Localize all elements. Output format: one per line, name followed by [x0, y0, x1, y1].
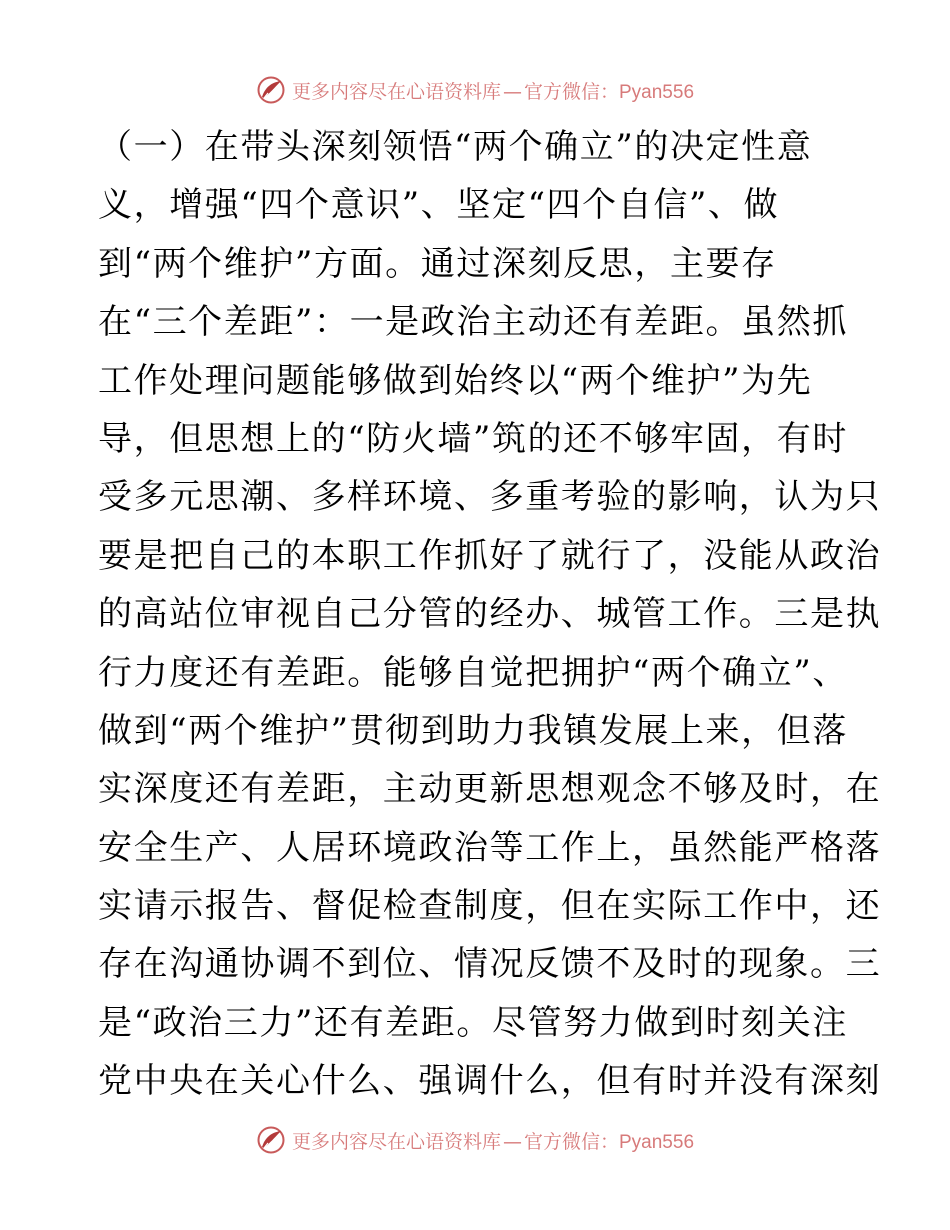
document-body [98, 118, 882, 1111]
body-line: 是“政治三力”还有差距。尽管努力做到时刻关注 [98, 1002, 848, 1043]
body-line: 导，但思想上的“防火墙”筑的还不够牢固，有时 [98, 418, 848, 459]
pen-logo-icon [256, 1125, 286, 1155]
body-line: 行力度还有差距。能够自觉把拥护“两个确立”、 [98, 652, 848, 693]
body-line: 实深度还有差距，主动更新思想观念不够及时，在 [98, 769, 882, 810]
watermark-wechat-id: Pyan556 [619, 81, 695, 103]
body-line: 实请示报告、督促检查制度，但在实际工作中，还 [98, 886, 882, 927]
watermark-dash: — [502, 1130, 522, 1153]
body-line: 受多元思潮、多样环境、多重考验的影响，认为只 [98, 477, 882, 518]
watermark-wechat-id: Pyan556 [619, 1131, 695, 1153]
body-line: 做到“两个维护”贯彻到助力我镇发展上来，但落 [98, 710, 848, 751]
body-line: 存在沟通协调不到位、情况反馈不及时的现象。三 [98, 944, 882, 985]
pen-logo-icon [256, 75, 286, 105]
watermark-wechat-label: 官方微信： [523, 80, 619, 103]
body-line: 义，增强“四个意识”、坚定“四个自信”、做 [98, 185, 780, 226]
body-line: 的高站位审视自己分管的经办、城管工作。三是执 [98, 594, 882, 635]
body-line: 工作处理问题能够做到始终以“两个维护”为先 [98, 360, 813, 401]
watermark-wechat-label: 官方微信： [523, 1130, 619, 1153]
watermark-site-text: 更多内容尽在心语资料库 [291, 1130, 501, 1153]
watermark-site-text: 更多内容尽在心语资料库 [291, 80, 501, 103]
body-line: 在“三个差距”：一是政治主动还有差距。虽然抓 [98, 302, 848, 343]
watermark-dash: — [502, 80, 522, 103]
body-line: 要是把自己的本职工作抓好了就行了，没能从政治 [98, 535, 882, 576]
footer-watermark [0, 1120, 950, 1160]
body-line: 安全生产、人居环境政治等工作上，虽然能严格落 [98, 827, 882, 868]
body-line: （一）在带头深刻领悟“两个确立”的决定性意 [98, 127, 813, 167]
body-line: 党中央在关心什么、强调什么，但有时并没有深刻 [98, 1061, 882, 1102]
header-watermark [0, 70, 950, 110]
body-line: 到“两个维护”方面。通过深刻反思，主要存 [98, 243, 777, 284]
